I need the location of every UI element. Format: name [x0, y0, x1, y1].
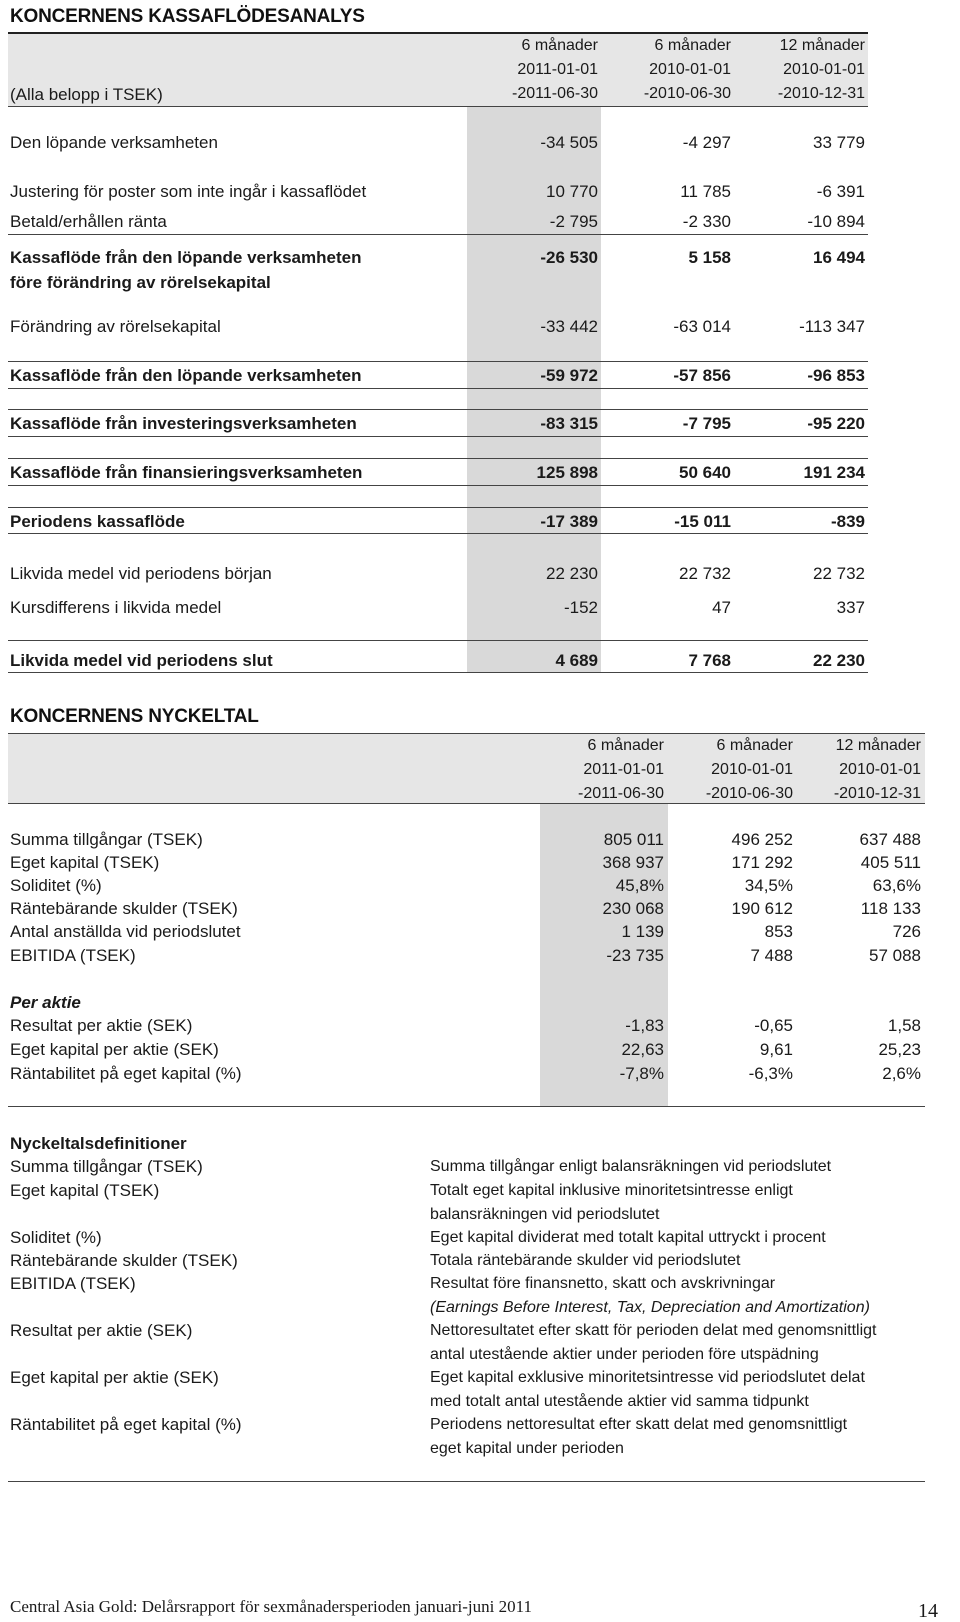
definition-term: Eget kapital per aktie (SEK)	[10, 1368, 219, 1387]
keyfigures-col-0-period: 6 månader	[587, 737, 664, 754]
cashflow-cell: 33 779	[813, 133, 865, 152]
definition-line: Periodens nettoresultat efter skatt delat med genomsnittligt	[430, 1416, 848, 1433]
definition-line: antal utestående aktier under perioden före utspädning	[430, 1345, 819, 1363]
keyfigures-col-2-from: 2010-01-01	[839, 761, 921, 778]
cashflow-cell: -83 315	[540, 414, 598, 433]
cashflow-cell: -96 853	[807, 366, 865, 385]
keyfigures-cell: 45,8%	[615, 876, 664, 895]
definition-term: Soliditet (%)	[10, 1228, 102, 1247]
cashflow-cell: 50 640	[679, 463, 731, 482]
per-share-cell: -7,8%	[619, 1064, 664, 1083]
cashflow-cell: 22 732	[813, 564, 865, 583]
definition-line: Totalt eget kapital inklusive minoritetsintresse enligt	[430, 1182, 793, 1199]
cashflow-cell: -59 972	[540, 366, 598, 385]
definition-term: Resultat per aktie (SEK)	[10, 1321, 193, 1340]
keyfigures-cell: 805 011	[603, 830, 664, 849]
definition-term: Räntabilitet på eget kapital (%)	[10, 1415, 242, 1434]
per-share-cell: 1,58	[887, 1016, 921, 1035]
cashflow-col-2-to: -2010-12-31	[777, 85, 865, 102]
definition-text	[430, 1319, 950, 1366]
keyfigures-bottom-rule	[8, 1106, 925, 1107]
per-share-cell: 25,23	[878, 1040, 921, 1059]
row-rule	[8, 485, 868, 486]
cashflow-col-1-header	[600, 34, 731, 106]
keyfigures-cell: 726	[892, 922, 921, 941]
cashflow-cell: -34 505	[540, 133, 598, 152]
cashflow-cell: 125 898	[536, 463, 598, 482]
cashflow-row-label: Betald/erhållen ränta	[10, 212, 167, 231]
definition-text	[430, 1413, 950, 1460]
cashflow-col-1-period: 6 månader	[654, 37, 731, 54]
cashflow-cell: -4 297	[682, 133, 731, 152]
keyfigures-cell: 853	[764, 922, 793, 941]
keyfigures-cell: 171 292	[731, 853, 793, 872]
keyfigures-row-label: Räntebärande skulder (TSEK)	[10, 899, 238, 918]
keyfigures-cell: 118 133	[860, 899, 921, 918]
cashflow-col-0-header	[470, 34, 598, 106]
cashflow-cell: -15 011	[674, 512, 731, 531]
definitions-bottom-rule	[8, 1481, 925, 1482]
definition-text	[430, 1155, 950, 1179]
cashflow-col-0-from: 2011-01-01	[517, 61, 598, 78]
keyfigures-cell: 496 252	[731, 830, 793, 849]
keyfigures-col-2-header	[795, 734, 921, 806]
keyfigures-col-1-period: 6 månader	[716, 737, 793, 754]
keyfigures-cell: 637 488	[859, 830, 921, 849]
cashflow-cell: -6 391	[816, 182, 865, 201]
cashflow-col-2-from: 2010-01-01	[783, 61, 865, 78]
keyfigures-cell: 34,5%	[744, 876, 793, 895]
cashflow-col-0-to: -2011-06-30	[512, 85, 598, 102]
per-share-cell: -0,65	[754, 1016, 793, 1035]
definition-line: Resultat före finansnetto, skatt och avskrivningar	[430, 1275, 776, 1292]
cashflow-cell: 7 768	[688, 651, 731, 670]
row-rule	[8, 361, 868, 362]
definition-text	[430, 1272, 950, 1319]
keyfigures-cell: -23 735	[606, 946, 664, 965]
definition-line: Eget kapital exklusive minoritetsintresse vid periodslutet delat	[430, 1369, 865, 1386]
definition-term: Summa tillgångar (TSEK)	[10, 1157, 203, 1176]
keyfigures-cell: 230 068	[602, 899, 664, 918]
per-share-cell: 9,61	[759, 1040, 793, 1059]
definition-text	[430, 1179, 950, 1226]
row-rule	[8, 640, 868, 641]
cashflow-cell: -57 856	[673, 366, 731, 385]
cashflow-row-label: Justering för poster som inte ingår i kassaflödet	[10, 182, 367, 201]
cashflow-row-label: Den löpande verksamheten	[10, 133, 218, 152]
keyfigures-cell: 57 088	[869, 946, 921, 965]
cashflow-row-label: Förändring av rörelsekapital	[10, 317, 221, 336]
keyfigures-col-0-to: -2011-06-30	[578, 785, 664, 802]
keyfigures-cell: 405 511	[860, 853, 921, 872]
cashflow-cell: 11 785	[680, 182, 731, 201]
cashflow-cell: -95 220	[807, 414, 865, 433]
page-footer: Central Asia Gold: Delårsrapport för sexmånadersperioden januari-juni 2011	[10, 1597, 532, 1616]
per-share-heading: Per aktie	[10, 993, 81, 1012]
row-rule	[8, 458, 868, 459]
keyfigures-col-1-to: -2010-06-30	[705, 785, 793, 802]
row-rule	[8, 533, 868, 534]
per-share-cell: -6,3%	[748, 1064, 793, 1083]
row-rule	[8, 672, 868, 673]
cashflow-cell: 4 689	[555, 651, 598, 670]
definition-line-italic: (Earnings Before Interest, Tax, Depreciation and Amortization)	[430, 1298, 870, 1316]
per-share-cell: -1,83	[625, 1016, 664, 1035]
cashflow-cell: -113 347	[799, 317, 865, 336]
cashflow-col-2-header	[733, 34, 865, 106]
cashflow-col-1-to: -2010-06-30	[643, 85, 731, 102]
keyfigures-cell: 7 488	[750, 946, 793, 965]
cashflow-row-label: Kursdifferens i likvida medel	[10, 598, 222, 617]
row-rule	[8, 234, 868, 235]
keyfigures-col-2-to: -2010-12-31	[833, 785, 921, 802]
keyfigures-col-2-period: 12 månader	[835, 737, 921, 754]
cashflow-cell: -7 795	[682, 414, 731, 433]
keyfigures-row-label: Antal anställda vid periodslutet	[10, 922, 241, 941]
row-rule	[8, 409, 868, 410]
cashflow-row-label: Likvida medel vid periodens slut	[10, 651, 273, 670]
row-rule	[8, 436, 868, 437]
cashflow-cell: 10 770	[546, 182, 598, 201]
keyfigures-cell: 63,6%	[872, 876, 921, 895]
definition-line: Nettoresultatet efter skatt för perioden delat med genomsnittligt	[430, 1322, 877, 1339]
definition-text	[430, 1249, 950, 1273]
cashflow-cell: -2 330	[682, 212, 731, 231]
cashflow-cell: 22 732	[679, 564, 731, 583]
keyfigures-col-1-from: 2010-01-01	[711, 761, 793, 778]
definition-term: EBITIDA (TSEK)	[10, 1274, 136, 1293]
cashflow-cell: 47	[712, 598, 731, 617]
definition-line: balansräkningen vid periodslutet	[430, 1205, 660, 1223]
cashflow-cell: -2 795	[549, 212, 598, 231]
cashflow-row-label: Kassaflöde från den löpande verksamheten	[10, 248, 362, 267]
per-share-cell: 22,63	[621, 1040, 664, 1059]
definition-line: Eget kapital dividerat med totalt kapital uttryckt i procent	[430, 1229, 826, 1246]
per-share-row-label: Eget kapital per aktie (SEK)	[10, 1040, 219, 1059]
definition-line: eget kapital under perioden	[430, 1439, 624, 1457]
cashflow-cell: 5 158	[688, 248, 731, 267]
cashflow-cell: 22 230	[546, 564, 598, 583]
per-share-row-label: Räntabilitet på eget kapital (%)	[10, 1064, 242, 1083]
row-rule	[8, 388, 868, 389]
definition-line: med totalt antal utestående aktier vid samma tidpunkt	[430, 1392, 809, 1410]
cashflow-col-0-period: 6 månader	[521, 37, 598, 54]
cashflow-cell: -839	[830, 512, 865, 531]
keyfigures-col-0-header	[540, 734, 664, 806]
cashflow-cell: 337	[836, 598, 865, 617]
cashflow-cell: 191 234	[803, 463, 865, 482]
keyfigures-col-1-header	[668, 734, 793, 806]
keyfigures-cell: 190 612	[731, 899, 793, 918]
cashflow-cell: -10 894	[807, 212, 865, 231]
cashflow-cell: -26 530	[540, 248, 598, 267]
cashflow-row-label-line2: före förändring av rörelsekapital	[10, 273, 271, 292]
keyfigures-cell: 368 937	[602, 853, 664, 872]
cashflow-cell: -63 014	[673, 317, 731, 336]
keyfigures-row-label: Summa tillgångar (TSEK)	[10, 830, 203, 849]
cashflow-cell: -17 389	[540, 512, 598, 531]
definition-term: Eget kapital (TSEK)	[10, 1181, 160, 1200]
per-share-cell: 2,6%	[882, 1064, 921, 1083]
definitions-heading: Nyckeltalsdefinitioner	[10, 1134, 187, 1153]
cashflow-row-label: Likvida medel vid periodens början	[10, 564, 272, 583]
cashflow-row-label: Kassaflöde från investeringsverksamheten	[10, 414, 357, 433]
cashflow-unit-label: (Alla belopp i TSEK)	[10, 85, 163, 104]
cashflow-title: KONCERNENS KASSAFLÖDESANALYS	[10, 6, 365, 27]
keyfigures-title: KONCERNENS NYCKELTAL	[10, 706, 259, 727]
definition-line: Totala räntebärande skulder vid periodslutet	[430, 1252, 741, 1269]
page-number: 14	[918, 1600, 938, 1622]
row-rule	[8, 507, 868, 508]
keyfigures-cell: 1 139	[621, 922, 664, 941]
cashflow-cell: 22 230	[813, 651, 865, 670]
definition-text	[430, 1226, 950, 1250]
per-share-row-label: Resultat per aktie (SEK)	[10, 1016, 193, 1035]
cashflow-col-2-period: 12 månader	[779, 37, 865, 54]
keyfigures-row-label: Soliditet (%)	[10, 876, 102, 895]
cashflow-row-label: Periodens kassaflöde	[10, 512, 185, 531]
cashflow-cell: 16 494	[813, 248, 865, 267]
cashflow-col-1-from: 2010-01-01	[649, 61, 731, 78]
definition-text	[430, 1366, 950, 1413]
keyfigures-row-label: Eget kapital (TSEK)	[10, 853, 160, 872]
keyfigures-col-0-from: 2011-01-01	[583, 761, 664, 778]
cashflow-row-label: Kassaflöde från den löpande verksamheten	[10, 366, 362, 385]
cashflow-row-label: Kassaflöde från finansieringsverksamheten	[10, 463, 363, 482]
definition-line: Summa tillgångar enligt balansräkningen vid periodslutet	[430, 1158, 832, 1175]
definition-term: Räntebärande skulder (TSEK)	[10, 1251, 238, 1270]
cashflow-cell: -33 442	[540, 317, 598, 336]
cashflow-cell: -152	[563, 598, 598, 617]
keyfigures-row-label: EBITIDA (TSEK)	[10, 946, 136, 965]
